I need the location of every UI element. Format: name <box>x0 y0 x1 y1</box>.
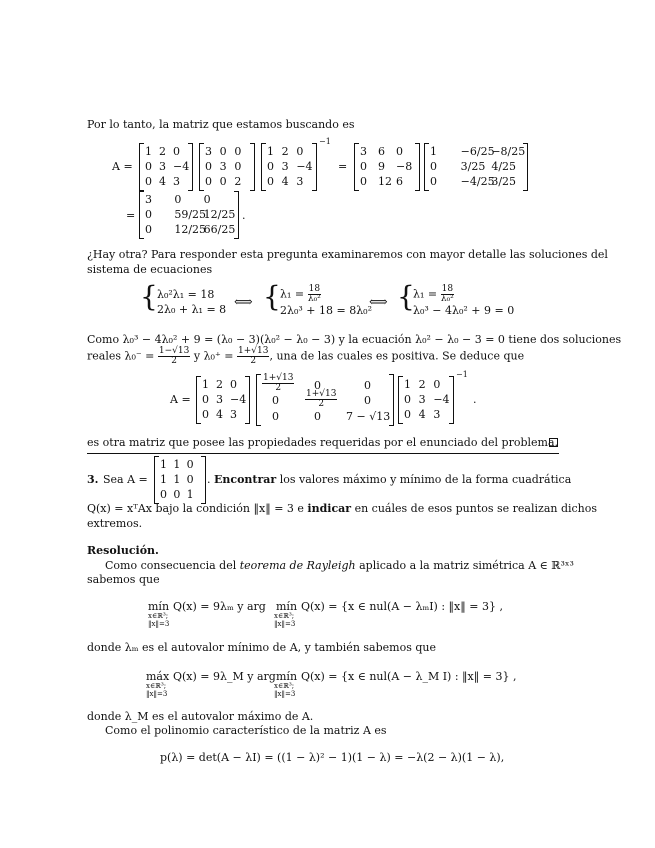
section-rule <box>87 453 559 454</box>
matrix-cell: −4 <box>173 160 190 173</box>
matrix-cell: 0 <box>234 145 242 158</box>
iff-symbol-1: ⟺ <box>234 295 253 310</box>
matrix-cell: 2 <box>216 378 223 391</box>
iff-symbol-2: ⟺ <box>369 295 388 310</box>
matrix-cell: 0 <box>360 160 367 173</box>
matrix-cell: 0 <box>145 208 152 221</box>
matrix-cell: 3 <box>418 393 426 406</box>
matrix-cell: 2 <box>281 145 289 158</box>
matrix-cell: 59/25 <box>174 208 207 221</box>
matrix-cell: 0 <box>267 160 274 173</box>
matrix-cell: 0 <box>296 145 304 158</box>
paragraph-question: ¿Hay otra? Para responder esta pregunta examinaremos con mayor detalle las soluciones del <box>87 248 608 261</box>
matrix-cell: 2 <box>159 145 166 158</box>
matrix-cell: 0 <box>219 175 227 188</box>
paragraph-roots-cont: reales λ₀⁻ = $\frac{1-√13}{2}$ y λ₀⁺ = $\frac{1+√13}{2}$ , una de las cuales es positiva. Se deduce que <box>87 346 525 366</box>
matrix-cell: −4 <box>230 393 247 406</box>
paragraph-question-cont: sistema de ecuaciones <box>87 263 213 276</box>
matrix-cell: 3 <box>216 393 223 406</box>
matrix-cell: 0 <box>145 175 152 188</box>
matrix-cell: 3 <box>173 175 180 188</box>
matrix-cell: 0 <box>404 408 411 421</box>
matrix-cell: 9 <box>378 160 385 173</box>
matrix-d <box>199 143 255 191</box>
matrix-cell: 66/25 <box>203 223 236 236</box>
matrix-cell: 0 <box>205 175 212 188</box>
matrix-cell: 0 <box>145 160 152 173</box>
matrix-cell: 0 <box>433 378 441 391</box>
matrix-cell: 0 <box>396 145 403 158</box>
min-sub-2: ‖x‖=3 <box>148 620 170 628</box>
matrix-cell: 4 <box>216 408 223 421</box>
matrix-cell: 0 <box>267 175 274 188</box>
matrix-pd <box>354 143 420 191</box>
brace-3: { <box>397 280 415 313</box>
eq2-dot: . <box>242 209 246 222</box>
matrix-cell: 0 <box>145 223 152 236</box>
argmin-operator: mín <box>276 600 298 613</box>
equals-sign: = <box>338 160 348 173</box>
matrix-cell: 0 <box>234 160 242 173</box>
matrix-cell: 4 <box>281 175 289 188</box>
matrix-p-inverse-2 <box>398 376 454 424</box>
matrix-cell: 1 <box>404 378 411 391</box>
min-operator: mín <box>148 600 170 613</box>
matrix-cell: 1 <box>145 145 152 158</box>
matrix-cell: 3 <box>360 145 367 158</box>
matrix-p <box>139 143 193 191</box>
eq2-equals: = <box>126 209 136 222</box>
matrix-cell: 3 <box>433 408 441 421</box>
eq3-dot: . <box>473 393 477 406</box>
matrix-cell: 1 <box>267 145 274 158</box>
matrix-cell: 1 <box>430 145 437 158</box>
matrix-cell: 0 <box>360 175 367 188</box>
matrix-p-inverse <box>261 143 317 191</box>
cell-12: 0 <box>314 379 321 392</box>
min-sub-1: x∈ℝ³; <box>148 612 169 620</box>
matrix-cell: 1 <box>173 473 181 486</box>
matrix-cell: 4/25 <box>491 160 517 173</box>
resolution-l1: Como consecuencia del teorema de Rayleigh aplicado a la matriz simétrica A ∈ ℝ³ˣ³ <box>105 559 574 572</box>
matrix-cell: 1 <box>186 488 194 501</box>
matrix-diagonal <box>256 374 394 426</box>
argmin-operator-2: mín <box>276 670 298 683</box>
matrix-cell: 1 <box>160 458 167 471</box>
matrix-cell: 2 <box>234 175 242 188</box>
argmin-sub-2: ‖x‖=3 <box>274 620 296 628</box>
inverse-exponent: −1 <box>319 137 331 146</box>
matrix-cell: 0 <box>173 488 181 501</box>
eq3-lhs: A = <box>170 393 191 406</box>
system-2a: λ₁ = $\frac{18}{\text{λ₀²}}$ <box>280 284 321 304</box>
matrix-cell: −4 <box>296 160 313 173</box>
argmin-sub-1: x∈ℝ³; <box>274 612 295 620</box>
matrix-a-result <box>139 191 239 239</box>
diag-11: $\frac{1+√13}{2}$ <box>263 373 294 393</box>
matrix-cell: 0 <box>430 160 437 173</box>
matrix-cell: 3 <box>159 160 166 173</box>
cell-23: 0 <box>364 394 371 407</box>
qed-square-icon <box>549 438 558 447</box>
matrix-cell: 2 <box>418 378 426 391</box>
system-3a: λ₁ = $\frac{18}{\text{λ₀²}}$ <box>413 284 454 304</box>
matrix-cell: 0 <box>186 473 194 486</box>
problem-statement-l1: . Encontrar los valores máximo y mínimo de la forma cuadrática <box>207 473 572 486</box>
matrix-cell: 1 <box>160 473 167 486</box>
max-rest-1: Q(x) = 9λ_M y arg <box>173 670 276 683</box>
matrix-cell: 0 <box>219 145 227 158</box>
matrix-cell: 0 <box>160 488 167 501</box>
system-1b: 2λ₀ + λ₁ = 8 <box>157 303 227 316</box>
matrix-cell: 12/25 <box>174 223 207 236</box>
matrix-cell: −4/25 <box>460 175 495 188</box>
matrix-cell: 3 <box>205 145 212 158</box>
cell-32: 0 <box>314 410 321 423</box>
cell-31: 0 <box>272 410 279 423</box>
diag-33: 7 − √13 <box>346 410 391 423</box>
matrix-cell: 3 <box>145 193 152 206</box>
matrix-cell: −4 <box>433 393 450 406</box>
paragraph-conclusion: es otra matriz que posee las propiedades requeridas por el enunciado del problema. <box>87 436 559 449</box>
max-sub-1: x∈ℝ³; <box>146 682 167 690</box>
after-min-text: donde λₘ es el autovalor mínimo de A, y también sabemos que <box>87 641 436 654</box>
matrix-cell: 4 <box>159 175 166 188</box>
matrix-cell: 3/25 <box>460 160 486 173</box>
matrix-cell: 12 <box>378 175 392 188</box>
argmin2-sub-1: x∈ℝ³; <box>274 682 295 690</box>
matrix-cell: 4 <box>418 408 426 421</box>
problem-sea: Sea A = <box>103 473 148 486</box>
matrix-cell: −8 <box>396 160 413 173</box>
problem-number: 3. <box>87 473 99 486</box>
matrix-cell: 0 <box>203 193 211 206</box>
cell-21: 0 <box>272 394 279 407</box>
matrix-cell: 0 <box>202 408 209 421</box>
cell-13: 0 <box>364 379 371 392</box>
matrix-cell: 0 <box>230 378 237 391</box>
resolution-l2: sabemos que <box>87 573 160 586</box>
matrix-cell: 6 <box>396 175 403 188</box>
matrix-cell: 6 <box>378 145 385 158</box>
min-rest-1: Q(x) = 9λₘ y arg <box>173 600 266 613</box>
matrix-cell: 3 <box>281 160 289 173</box>
matrix-inverse-values <box>424 143 528 191</box>
system-1a: λ₀²λ₁ = 18 <box>157 288 215 301</box>
system-3b: λ₀³ − 4λ₀² + 9 = 0 <box>413 304 515 317</box>
matrix-cell: 3/25 <box>491 175 517 188</box>
matrix-cell: 3 <box>230 408 237 421</box>
poly-intro: Como el polinomio característico de la matriz A es <box>105 724 387 737</box>
problem-statement-l3: extremos. <box>87 517 143 530</box>
matrix-cell: 12/25 <box>203 208 236 221</box>
eq1-lhs: A = <box>112 160 133 173</box>
matrix-cell: −8/25 <box>491 145 526 158</box>
matrix-p-2 <box>196 376 250 424</box>
after-max-text: donde λ_M es el autovalor máximo de A. <box>87 710 314 723</box>
matrix-cell: 3 <box>219 160 227 173</box>
matrix-cell: 0 <box>430 175 437 188</box>
diag-22: $\frac{1+√13}{2}$ <box>306 389 337 409</box>
max-operator: máx <box>146 670 170 683</box>
matrix-cell: 0 <box>205 160 212 173</box>
matrix-cell: −6/25 <box>460 145 495 158</box>
poly-equation: p(λ) = det(A − λI) = ((1 − λ)² − 1)(1 − λ) = −λ(2 − λ)(1 − λ), <box>160 751 505 764</box>
argmin2-sub-2: ‖x‖=3 <box>274 690 296 698</box>
matrix-cell: 0 <box>404 393 411 406</box>
paragraph-intro: Por lo tanto, la matriz que estamos buscando es <box>87 118 355 131</box>
system-2b: 2λ₀³ + 18 = 8λ₀² <box>280 304 372 317</box>
matrix-problem-a <box>154 456 206 504</box>
inverse-exponent-2: −1 <box>456 370 468 379</box>
resolution-heading: Resolución. <box>87 544 159 557</box>
max-sub-2: ‖x‖=3 <box>146 690 168 698</box>
matrix-cell: 0 <box>173 145 180 158</box>
matrix-cell: 1 <box>202 378 209 391</box>
brace-2: { <box>263 280 281 313</box>
max-rest-2: Q(x) = {x ∈ nul(A − λ_M I) : ‖x‖ = 3} , <box>301 670 517 683</box>
problem-statement-l2: Q(x) = xᵀAx bajo la condición ‖x‖ = 3 e indicar en cuáles de esos puntos se realizan dichos <box>87 502 598 515</box>
matrix-cell: 0 <box>186 458 194 471</box>
paragraph-roots: Como λ₀³ − 4λ₀² + 9 = (λ₀ − 3)(λ₀² − λ₀ − 3) y la ecuación λ₀² − λ₀ − 3 = 0 tiene dos soluciones <box>87 333 622 346</box>
matrix-cell: 0 <box>174 193 182 206</box>
min-rest-2: Q(x) = {x ∈ nul(A − λₘI) : ‖x‖ = 3} , <box>301 600 503 613</box>
matrix-cell: 1 <box>173 458 181 471</box>
matrix-cell: 3 <box>296 175 304 188</box>
matrix-cell: 0 <box>202 393 209 406</box>
brace-1: { <box>140 280 158 313</box>
